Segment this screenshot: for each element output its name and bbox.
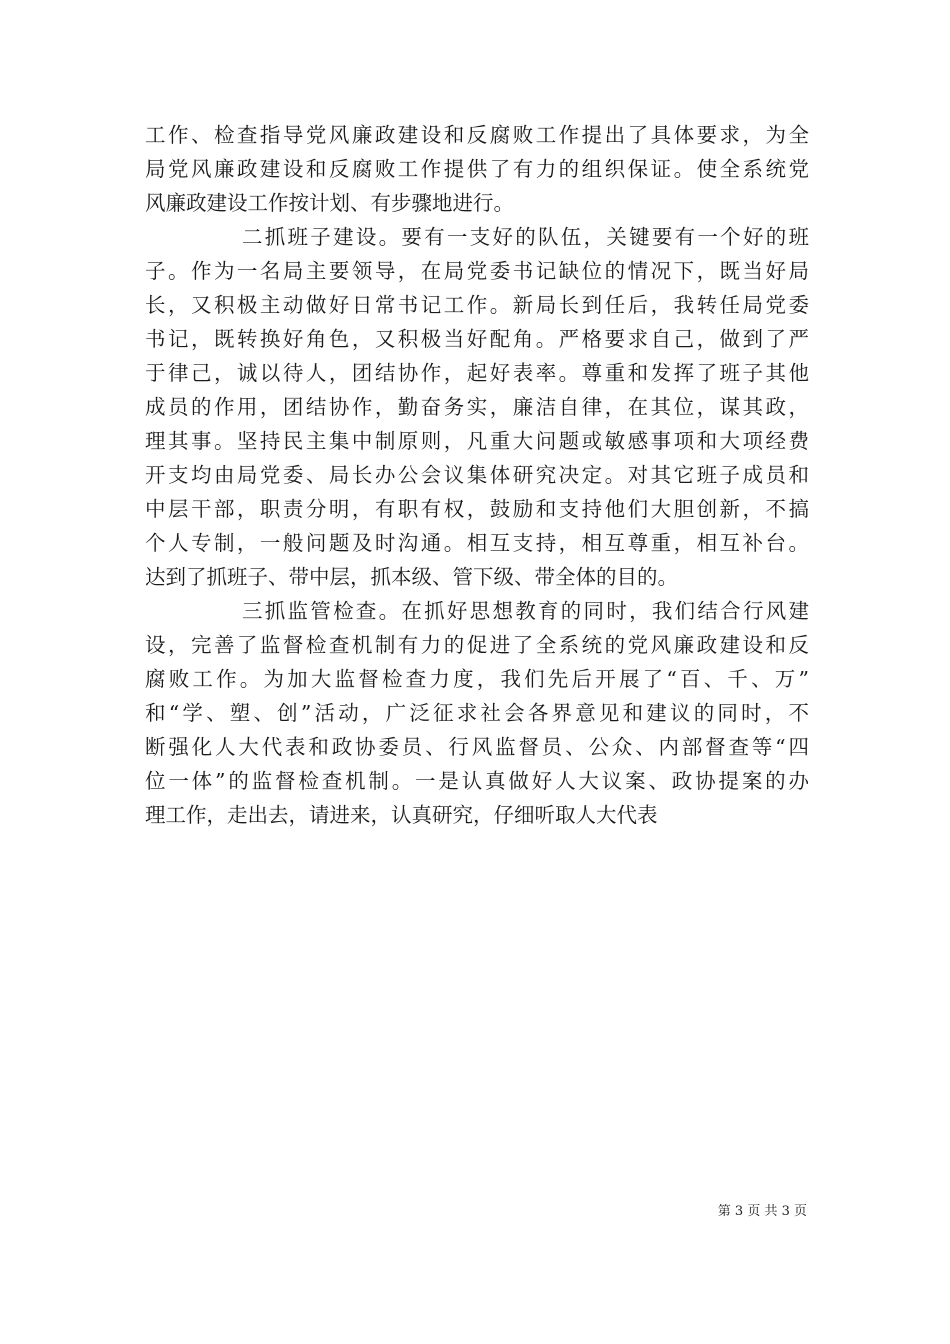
text-line: 风廉政建设工作按计划、有步骤地进行。 <box>145 191 514 215</box>
text-line: 长，又积极主动做好日常书记工作。新局长到任后，我转任局党委 <box>145 293 809 317</box>
text-line: 中层干部，职责分明，有职有权，鼓励和支持他们大胆创新，不搞 <box>145 497 809 521</box>
text-line: 开支均由局党委、局长办公会议集体研究决定。对其它班子成员和 <box>145 463 809 487</box>
text-line: 断强化人大代表和政协委员、行风监督员、公众、内部督查等“四 <box>145 735 809 759</box>
text-line: 书记，既转换好角色，又积极当好配角。严格要求自己，做到了严 <box>145 327 809 351</box>
text-line: 个人专制，一般问题及时沟通。相互支持，相互尊重，相互补台。 <box>145 531 809 555</box>
text-line: 理其事。坚持民主集中制原则，凡重大问题或敏感事项和大项经费 <box>145 429 809 453</box>
body-text <box>145 118 809 832</box>
text-line: 于律己，诚以待人，团结协作，起好表率。尊重和发挥了班子其他 <box>145 361 809 385</box>
text-line: 腐败工作。为加大监督检查力度，我们先后开展了“百、千、万” <box>145 667 809 691</box>
text-line: 子。作为一名局主要领导，在局党委书记缺位的情况下，既当好局 <box>145 259 809 283</box>
text-line: 设，完善了监督检查机制有力的促进了全系统的党风廉政建设和反 <box>145 633 809 657</box>
text-line: 和“学、塑、创”活动，广泛征求社会各界意见和建议的同时，不 <box>145 701 809 725</box>
text-line: 达到了抓班子、带中层，抓本级、管下级、带全体的目的。 <box>145 565 678 589</box>
paragraph-heading-line: 三抓监管检查。在抓好思想教育的同时，我们结合行风建 <box>242 599 809 623</box>
text-line: 位一体”的监督检查机制。一是认真做好人大议案、政协提案的办 <box>145 769 809 793</box>
page-number: 第 3 页 共 3 页 <box>717 1204 807 1219</box>
paragraph-heading-line: 二抓班子建设。要有一支好的队伍，关键要有一个好的班 <box>242 225 809 249</box>
text-line: 工作、检查指导党风廉政建设和反腐败工作提出了具体要求，为全 <box>145 123 809 147</box>
text-line: 理工作，走出去，请进来，认真研究，仔细听取人大代表 <box>145 803 658 827</box>
text-line: 成员的作用，团结协作，勤奋务实，廉洁自律，在其位，谋其政， <box>145 395 809 419</box>
text-line: 局党风廉政建设和反腐败工作提供了有力的组织保证。使全系统党 <box>145 157 809 181</box>
